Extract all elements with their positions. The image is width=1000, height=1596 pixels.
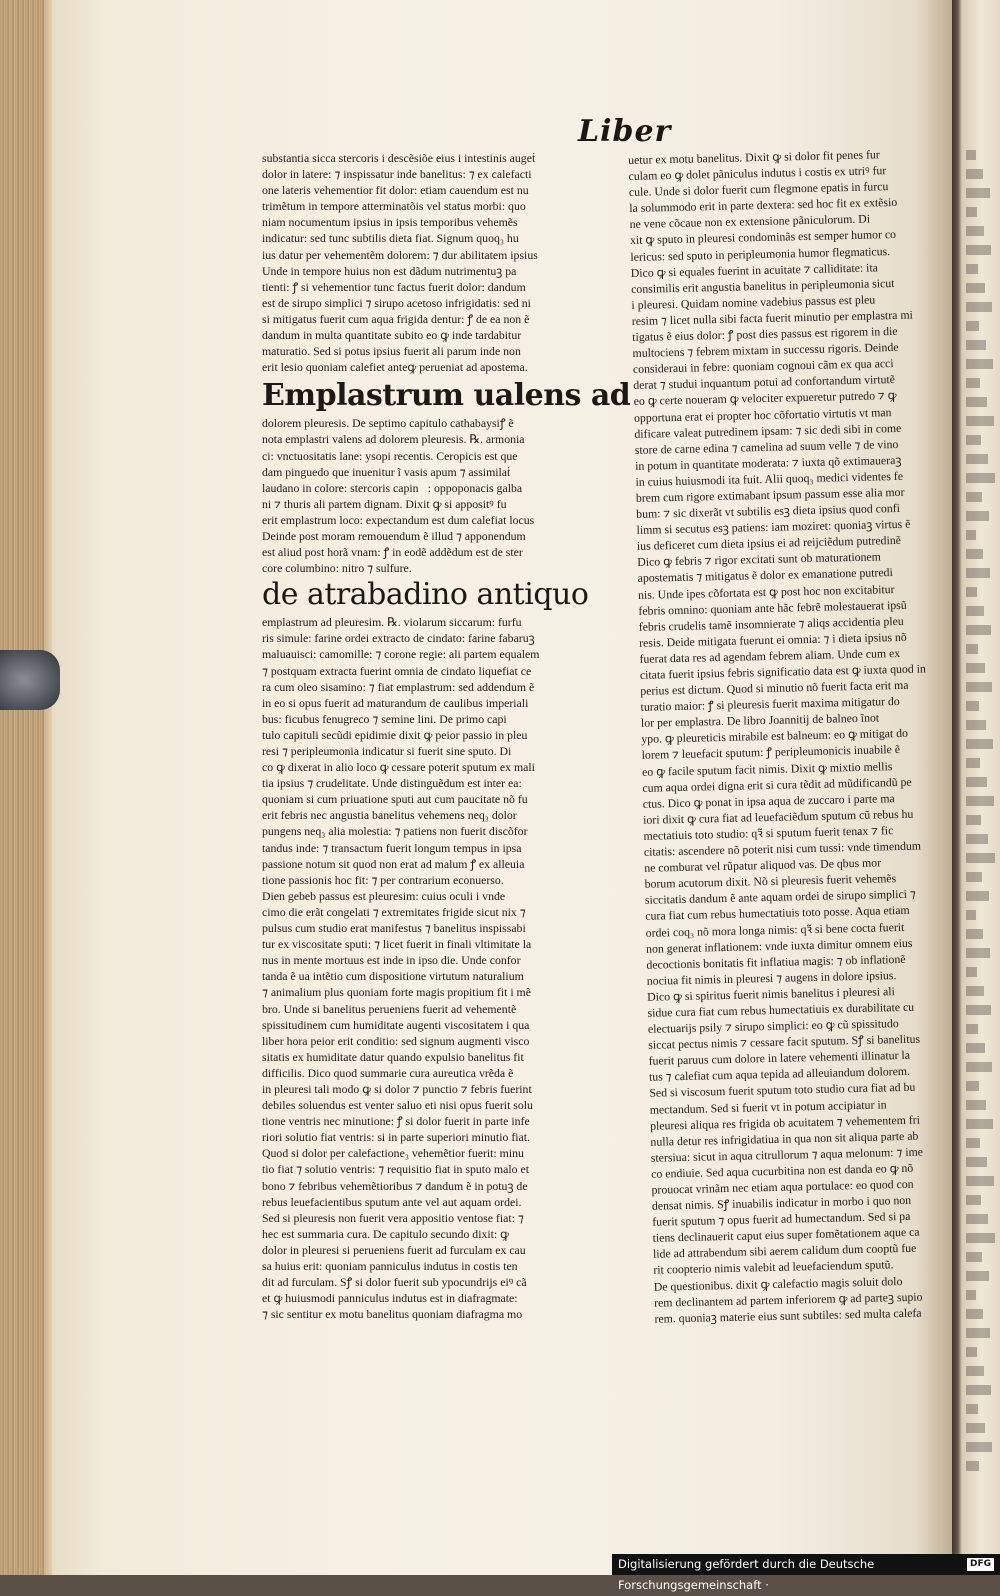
- facing-page-text: [966, 150, 996, 1500]
- left-column-mid-text: [262, 415, 582, 576]
- text-line: derat ⁊ studui inquantum potui ad confortandum virtutẽ: [633, 372, 896, 393]
- text-line: ius datur per vehementẽm dolorem: ⁊ dur abilitatem ipsius: [262, 247, 538, 262]
- facing-page-line: [966, 910, 976, 920]
- dfg-logo: DFG: [967, 1558, 994, 1571]
- text-line: ordei coq₃ nõ mora longa nimis: qꝛ̃ si bene cocta fuerit: [645, 919, 905, 940]
- text-line: passione notum sit quod non erat ad malum ꝭ ex alleuia: [262, 856, 525, 871]
- text-line: co endiuie. Sed aqua cucurbitina non est danda eo ꝙ nõ: [651, 1160, 914, 1181]
- text-line: trimẽtum in tempore atterminatõis vel status morbi: quo: [262, 199, 526, 214]
- text-line: maluauisci: camomille: ⁊ corone regie: ali partem equalem: [262, 647, 540, 662]
- facing-page-line: [966, 682, 992, 692]
- digitization-footer: [612, 1554, 1000, 1592]
- right-column-text: [628, 145, 967, 1327]
- text-line: resis. Deide mitigata fuerunt ei omnia: ⁊ i dieta ipsius nõ: [638, 629, 907, 650]
- text-line: siccitatis dandum ẽ ante aquam ordei de sirupo simplici ⁊: [644, 886, 916, 908]
- text-line: tione ventris nec minutione: ꝭ si dolor fuerit in parte infe: [262, 1114, 530, 1129]
- text-line: co ꝙ dixerat in alio loco ꝙ cessare poterit sputum ex mali: [262, 760, 535, 775]
- text-line: dificare valeat putredinem ipsam: ⁊ sic dedi sibi in come: [634, 420, 902, 441]
- text-line: siccat pectus nimis ⁊ cessare facit sputum. Sꝭ si banelitus: [648, 1031, 921, 1052]
- text-line: ctus. Dico ꝙ ponat in ipsa aqua de zuccaro i parte ma: [642, 790, 895, 811]
- text-line: est aliud post horã vnam: ꝭ in eodẽ addẽdum est de ster: [262, 545, 523, 560]
- facing-page-line: [966, 454, 988, 464]
- text-line: tur ex viscositate sputi: ⁊ licet fuerit in finali vltimitate la: [262, 937, 532, 952]
- facing-page-line: [966, 511, 989, 521]
- heading-atrabadino: de atrabadino antiquo: [262, 577, 589, 613]
- text-line: fuerit paruus cum dolore in latere vehementi illinatur la: [648, 1048, 911, 1069]
- text-line: citata fuerit ipsius febris significatio data est ꝙ iuxta quod in: [639, 661, 926, 682]
- text-line: ris simule: farine ordei extracto de cindato: farine fabaruꝫ: [262, 631, 535, 646]
- text-line: Dico ꝙ si equales fuerint in acuitate ⁊ calliditate: ita: [630, 260, 879, 280]
- text-line: pulsus cum studio erat manifestus ⁊ banelitus inspissabi: [262, 921, 526, 936]
- facing-page-line: [966, 1176, 994, 1186]
- facing-page-line: [966, 1024, 978, 1034]
- facing-page-line: [966, 1271, 989, 1281]
- text-line: ni ⁊ thuris ali partem dignam. Dixit ꝙ si appositꝰ fu: [262, 496, 507, 511]
- facing-page-line: [966, 967, 977, 977]
- text-line: consideraui in febre: quoniam cognoui cãm ex qua acci: [632, 356, 894, 377]
- text-line: in pleuresi tali modo ꝙ si dolor ⁊ punctio ⁊ febris fuerint: [262, 1081, 532, 1096]
- text-line: mectandum. Sed si fuerit vt in potum accipiatur in: [649, 1096, 887, 1117]
- text-line: in potum in quantitate moderata: ⁊ iuxta qõ extimaueraꝫ: [634, 452, 902, 473]
- text-line: resi ⁊ peripleumonia indicatur si fuerit sine sputo. Di: [262, 744, 512, 758]
- facing-page-line: [966, 492, 982, 502]
- book-left-edge: [0, 0, 48, 1575]
- text-line: apostematis ⁊ mitigatus ẽ dolor ex emanatione putredi: [637, 565, 893, 586]
- facing-page-line: [966, 1309, 983, 1319]
- facing-page-line: [966, 701, 979, 711]
- text-line: opportuna erat ei propter hoc cõfortatio virtutis vt man: [633, 404, 892, 425]
- text-line: tio fiat ⁊ solutio ventris: ⁊ requisitio fiat in sputo malo et: [262, 1162, 529, 1177]
- facing-page-line: [966, 1366, 984, 1376]
- facing-page-line: [966, 378, 980, 388]
- facing-page-line: [966, 397, 987, 407]
- text-line: difficilis. Dico quod summarie cura aureutica vrẽda ẽ: [262, 1065, 514, 1080]
- text-line: sidue cura fiat cum rebus humectatiuis ex durabilitate cu: [647, 999, 915, 1020]
- facing-page-line: [966, 1328, 990, 1338]
- text-line: cimo die erãt congelati ⁊ extremitates frigide sicut nix ⁊: [262, 904, 526, 919]
- text-line: mectatiuis toto studio: qꝛ̃ si sputum fuerit tenax ⁊ fic: [643, 823, 894, 843]
- text-line: eo ꝙ facile sputum facit nimis. Dixit ꝙ mixtio mellis: [641, 758, 893, 779]
- text-line: tandus inde: ⁊ transactum fuerit longum tempus in ipsa: [262, 840, 522, 855]
- text-line: nis. Unde ipes cõfortata est ꝙ post hoc non excitabitur: [637, 581, 895, 602]
- page-clip: [0, 650, 60, 710]
- text-line: ne vene cõcaue non ex extensione pãniculorum. Di: [629, 211, 871, 232]
- text-line: nota emplastri valens ad dolorem pleuresis. ℞. armonia: [262, 432, 525, 447]
- text-line: ius deficeret cum dieta ipsius ei ad reijciẽdum putredinẽ: [636, 533, 902, 554]
- facing-page-line: [966, 435, 981, 445]
- heading-emplastrum: Emplastrum ualens ad: [262, 378, 631, 414]
- text-line: nulla detur res infrigidatiua in qua non sit aliqua parte ab: [650, 1128, 919, 1149]
- text-line: in eo si opus fuerit ad maturandum de caulibus imperiali: [262, 695, 529, 710]
- facing-page-line: [966, 1385, 991, 1395]
- facing-page-line: [966, 777, 987, 787]
- text-line: erit febris nec angustia banelitus vehemens neq₃ dolor: [262, 808, 517, 823]
- text-line: consimilis erit angustia banelitus in peripleumonia sicut: [630, 275, 895, 296]
- text-line: cura fiat cum rebus humectatiuis toto posse. Aqua etiam: [645, 903, 910, 924]
- text-line: pleuresi aliqua res frigida ob acuitatem ⁊ vehementem fri: [649, 1112, 921, 1133]
- text-line: Deinde post moram remouendum ẽ illud ⁊ apponendum: [262, 528, 526, 543]
- text-line: De questionibus. dixit ꝙ calefactio magis soluit dolo: [653, 1273, 903, 1294]
- text-line: est de sirupo simplici ⁊ sirupo acetoso infrigidatis: sed ni: [262, 295, 531, 310]
- facing-page-line: [966, 834, 988, 844]
- facing-page-line: [966, 264, 978, 274]
- text-line: ra cum oleo sisamino: ⁊ fiat emplastrum: sed addendum ẽ: [262, 679, 535, 694]
- facing-page-line: [966, 1442, 992, 1452]
- text-line: febris crudelis tamẽ insomnierate ⁊ aliqs accidentia pleu: [638, 613, 904, 634]
- text-line: dolor in pleuresi si perueniens fuerit ad furculam ex cau: [262, 1242, 526, 1257]
- facing-page-line: [966, 549, 983, 559]
- text-line: tulo capituli secũdi epidimie dixit ꝙ peior passio in pleu: [262, 727, 528, 742]
- text-line: sitatis ex humiditate datur quando expulsio banelitus fit: [262, 1049, 524, 1064]
- text-line: et ꝙ huiusmodi panniculus indutus est in diafragmate:: [262, 1291, 518, 1306]
- facing-page-line: [966, 568, 990, 578]
- facing-page-line: [966, 948, 990, 958]
- text-line: pungens neq₃ alia molestia: ⁊ patiens non fuerit discõfor: [262, 824, 528, 839]
- text-line: Unde in tempore huius non est dãdum nutrimentuꝫ pa: [262, 263, 517, 278]
- text-line: resim ⁊ licet nulla sibi facta fuerit minutio per emplastra mi: [631, 307, 913, 328]
- left-column-bottom-text: [262, 614, 582, 1322]
- text-line: maturatio. Sed si potus ipsius fuerit ali parum inde non: [262, 344, 521, 359]
- facing-page-line: [966, 606, 984, 616]
- text-line: store de carne edina ⁊ camelina ad suum velle ⁊ de vino: [634, 436, 899, 457]
- text-line: tanda ẽ ua intẽtio cum dispositione virtutum naturalium: [262, 969, 524, 984]
- text-line: dolorem pleuresis. De septimo capitulo cathabaysiꝭ ẽ: [262, 416, 514, 431]
- left-column-top-text: [262, 150, 582, 375]
- text-line: tione passionis hoc fit: ⁊ per contrarium econuerso.: [262, 872, 504, 887]
- text-line: iori dixit ꝙ cura fiat ad leuefaciẽdum sputum cũ rebus hu: [642, 806, 914, 827]
- facing-page-line: [966, 1233, 995, 1243]
- facing-page-line: [966, 1252, 982, 1262]
- facing-page-line: [966, 150, 976, 160]
- text-line: Dico ꝙ febris ⁊ rigor excitati sunt ob maturationem: [637, 549, 882, 570]
- facing-page-line: [966, 587, 977, 597]
- text-line: i pleuresi. Quidam nomine vadebius passus est pleu: [631, 292, 876, 312]
- text-line: liber hora peior erit conditio: sed signum augmenti visco: [262, 1033, 530, 1048]
- text-line: nociua fit nimis in pleuresi ⁊ augens in dolore ipsius.: [646, 967, 897, 988]
- text-line: in cuius huiusmodi ita fuit. Alii quoq₃ medici videntes fe: [635, 468, 904, 489]
- facing-page-line: [966, 1138, 980, 1148]
- footer-text: Digitalisierung gefördert durch die Deutsche Forschungsgemeinschaft ·: [618, 1557, 875, 1592]
- facing-page-line: [966, 169, 983, 179]
- text-line: rebus leuefacientibus sputum ante vel aut aquam ordei.: [262, 1194, 522, 1209]
- text-line: Dien gebeb passus est pleuresim: cuius oculi i vnde: [262, 888, 506, 903]
- facing-page-line: [966, 1005, 991, 1015]
- text-line: ci: vnctuositatis lane: ysopi recentis. Ceropicis est que: [262, 448, 518, 463]
- facing-page-line: [966, 340, 986, 350]
- facing-page-line: [966, 188, 990, 198]
- text-line: spissitudinem cum humiditate augenti viscositatem i qua: [262, 1017, 530, 1032]
- text-line: tienti: ꝭ si vehementior tunc factus fuerit dolor: dandum: [262, 279, 526, 294]
- text-line: ⁊ postquam extracta fuerint omnia de cindato liquefiat ce: [262, 663, 532, 678]
- text-line: cule. Unde si dolor fuerit cum flegmone epatis in furcu: [628, 179, 889, 200]
- text-line: lericus: sed sputo in peripleumonia humor flegmaticus.: [630, 243, 891, 264]
- text-line: lorem ⁊ leuefacit sputum: ꝭ peripleumonicis inuabile ẽ: [641, 742, 901, 763]
- text-line: dit ad furculam. Sꝭ si dolor fuerit sub ypocundrijs eiꝰ cã: [262, 1275, 527, 1290]
- facing-page-line: [966, 416, 994, 426]
- text-line: Sed si viscosum fuerit sputum toto studio cura fiat ad bu: [649, 1080, 916, 1101]
- text-line: core columbino: nitro ⁊ sulfure.: [262, 561, 412, 576]
- facing-page-line: [966, 1214, 988, 1224]
- text-line: citatis: ascendere nõ poterit nisi cum tussi: vnde timendum: [643, 838, 922, 859]
- text-line: brem cum rigore extimabant ipsum passum esse alia mor: [635, 484, 905, 505]
- text-line: limm si secutus esꝫ patiens: iam moziret: quoniaꝫ virtus ẽ: [636, 516, 911, 538]
- text-line: erit emplastrum loco: expectandum est dum calefiat locus: [262, 512, 535, 527]
- right-column: [628, 145, 967, 1327]
- text-line: one lateris vehementior fit dolor: etiam cauendum est nu: [262, 183, 529, 198]
- text-line: dam pinguedo que inuenitur ĩ vasis apum ⁊ assimilaṫ: [262, 464, 511, 479]
- text-line: febris omnino: quoniam ante hãc febrẽ molestauerat ipsũ: [638, 597, 907, 618]
- text-line: prouocat vrinãm nec etiam aqua portulace: eo quod con: [651, 1176, 914, 1197]
- text-line: tus ⁊ calefiat cum aqua tepida ad alleuiandum dolorem.: [648, 1064, 911, 1085]
- text-line: decoctionis bonitatis fit inflatiua magis: ⁊ ob inflationẽ: [646, 951, 906, 972]
- facing-page-line: [966, 359, 993, 369]
- text-line: nus in mente mortuus est inde in ipso die. Unde confor: [262, 953, 521, 968]
- facing-page-line: [966, 302, 992, 312]
- text-line: lor per emplastra. De libro Joannitij de balneo ĩnot: [640, 710, 880, 731]
- facing-page-line: [966, 929, 983, 939]
- text-line: densat nimis. Sꝭ inuabilis indicatur in morbo i quo non: [651, 1192, 912, 1213]
- facing-page-line: [966, 283, 985, 293]
- text-line: borum acutorum dixit. Nõ si pleuresis fuerit vehemẽs: [644, 871, 897, 892]
- text-line: cum aqua ordei digna erit si cura tẽdit ad mũdificandũ pe: [642, 774, 912, 795]
- text-line: indicatur: sed tunc subtilis dieta fiat. Signum quoq₃ hu: [262, 231, 519, 246]
- text-line: lide ad attrabendum sibi aerem calidum dum cooptũ fue: [652, 1241, 917, 1262]
- facing-page-line: [966, 245, 991, 255]
- text-line: ypo. ꝙ pleureticis mirabile est balneum: eo ꝙ mitigat do: [641, 726, 909, 747]
- text-line: niam nocumentum ipsius in ipsis temporibus vehemẽs: [262, 215, 518, 230]
- text-line: dolor in latere: ⁊ inspissatur inde banelitus: ⁊ ex calefacti: [262, 167, 532, 182]
- facing-page-line: [966, 815, 981, 825]
- facing-page-line: [966, 1081, 979, 1091]
- text-line: culam eo ꝙ dolet pãniculus indutus i costis ex utriꝰ fur: [628, 163, 887, 184]
- facing-page-line: [966, 1100, 986, 1110]
- text-line: rem. quoniaꝫ materie eius sunt subtiles: sed multa calefa: [654, 1305, 922, 1326]
- facing-page-line: [966, 1195, 981, 1205]
- facing-page-line: [966, 1119, 993, 1129]
- text-line: la solummodo erit in parte dextera: sed hoc fit ex extẽsio: [629, 195, 898, 216]
- text-line: quoniam si cum priuatione sputi aut cum paucitate nõ fu: [262, 792, 528, 807]
- text-line: erit lesio quoniam calefiet anteꝙ perueniat ad apostema.: [262, 360, 528, 375]
- facing-page-line: [966, 720, 986, 730]
- facing-page-line: [966, 530, 976, 540]
- facing-page-line: [966, 1043, 985, 1053]
- text-line: dandum in multa quantitate subito eo ꝙ inde tardabitur: [262, 328, 522, 343]
- text-line: tigatus ẽ eius dolor: ꝭ post dies passus est rigorem in die: [632, 323, 898, 344]
- text-line: fuerit sputum ⁊ opus fuerit ad humectandum. Sed si pa: [652, 1209, 911, 1229]
- text-line: emplastrum ad pleuresim. ℞. violarum siccarum: furfu: [262, 615, 522, 630]
- facing-page-line: [966, 1062, 992, 1072]
- text-line: si mitigatus fuerit cum aqua frigida dentur: ꝭ de ea non ẽ: [262, 311, 530, 326]
- text-line: bum: ⁊ sic dixerãt vt subtilis esꝫ dieta ipsius quod confi: [636, 500, 901, 521]
- facing-page-line: [966, 226, 984, 236]
- text-line: tiens declinauerit caput eius super fomẽtationem aque ca: [652, 1224, 920, 1245]
- facing-page-line: [966, 1423, 985, 1433]
- text-line: stersiua: sicut in aqua citrullorum ⁊ aqua melonum: ⁊ ime: [650, 1144, 924, 1165]
- facing-page-line: [966, 1404, 978, 1414]
- text-line: ⁊ animalium plus quoniam forte magis propitium fit i mẽ: [262, 985, 531, 1000]
- text-line: fuerat data res ad agendam febrem aliam. Unde cum ex: [639, 645, 901, 666]
- text-line: xit ꝙ sputo in pleuresi condominãs est semper humor co: [629, 227, 897, 248]
- text-line: Dico ꝙ si spiritus fuerit nimis banelitus i pleuresi ali: [647, 984, 895, 1004]
- facing-page-line: [966, 891, 989, 901]
- facing-page-line: [966, 1461, 979, 1471]
- facing-page-line: [966, 663, 985, 673]
- text-line: tia ipsius ⁊ crudelitate. Unde distinguẽdum est inter ea:: [262, 776, 522, 791]
- text-line: rem declinantem ad partem inferiorem ꝙ ad parteꝫ supio: [653, 1289, 923, 1310]
- facing-page-line: [966, 625, 991, 635]
- text-line: ne comburat vel rũpatur aliquod vas. De qbus mor: [644, 855, 882, 875]
- text-line: turatio maior: ꝭ si pleuresis fuerit maxima mitigatur do: [640, 694, 900, 715]
- text-line: bro. Unde si banelitus perueniens fuerit ad vehementẽ: [262, 1001, 517, 1016]
- facing-page-line: [966, 644, 978, 654]
- text-line: electuarijs psily ⁊ sirupo simplici: eo ꝙ cũ spissitudo: [647, 1016, 899, 1036]
- text-line: sa huius erit: quoniam panniculus indutus in costis ten: [262, 1259, 518, 1273]
- text-line: debiles soluendus est venter saluo eti nisi opus fuerit solu: [262, 1098, 533, 1113]
- text-line: uetur ex motu banelitus. Dixit ꝙ si dolor fit penes fur: [628, 147, 880, 167]
- running-title: Liber: [578, 114, 672, 149]
- facing-page-line: [966, 986, 984, 996]
- text-line: riori solutio fiat ventris: si in parte superiori minutio fiat.: [262, 1130, 531, 1145]
- text-line: hec est summaria cura. De capitulo secundo dixit: ꝙ: [262, 1226, 510, 1241]
- text-line: ⁊ sic sentitur ex motu banelitus quoniam diafragma mo: [262, 1307, 523, 1322]
- text-line: substantia sicca stercoris i descẽsiõe eius i intestinis augeṫ: [262, 151, 536, 165]
- left-column: [262, 150, 631, 1322]
- facing-page-line: [966, 1157, 987, 1167]
- text-line: Sed si pleuresis non fuerit vera appositio ventose fiat: ⁊: [262, 1210, 524, 1225]
- text-line: non generat inflationem: vnde iuxta dimitur omnem eius: [645, 935, 913, 956]
- facing-page-line: [966, 739, 993, 749]
- facing-page-line: [966, 207, 977, 217]
- text-line: Quod si dolor per calefactione₃ vehemẽtior fuerit: minu: [262, 1146, 524, 1161]
- text-line: bono ⁊ febribus vehemẽtioribus ⁊ dandum ẽ in potuꝫ de: [262, 1178, 528, 1193]
- text-line: laudano in colore: stercoris capinᷓ: oppoponacis galba: [262, 480, 523, 495]
- text-line: multociens ⁊ febrem mixtam in successu rigoris. Deinde: [632, 340, 899, 361]
- facing-page-line: [966, 853, 995, 863]
- text-line: bus: ficubus fenugreco ⁊ semine lini. De primo capi: [262, 711, 507, 726]
- facing-page-line: [966, 758, 980, 768]
- facing-page-line: [966, 321, 979, 331]
- facing-page-line: [966, 796, 994, 806]
- text-line: perius est dictum. Quod si minutio nõ fuerit facta erit ma: [640, 677, 909, 698]
- text-line: eo ꝙ certe noueram ꝙ velociter expueretur putredo ⁊ ꝙ: [633, 388, 897, 409]
- facing-page-line: [966, 872, 982, 882]
- text-line: rit coopterio nimis valebit ad leuefaciendum sputũ.: [653, 1257, 894, 1278]
- facing-page-line: [966, 1347, 977, 1357]
- facing-page-line: [966, 1290, 976, 1300]
- facing-page-line: [966, 473, 995, 483]
